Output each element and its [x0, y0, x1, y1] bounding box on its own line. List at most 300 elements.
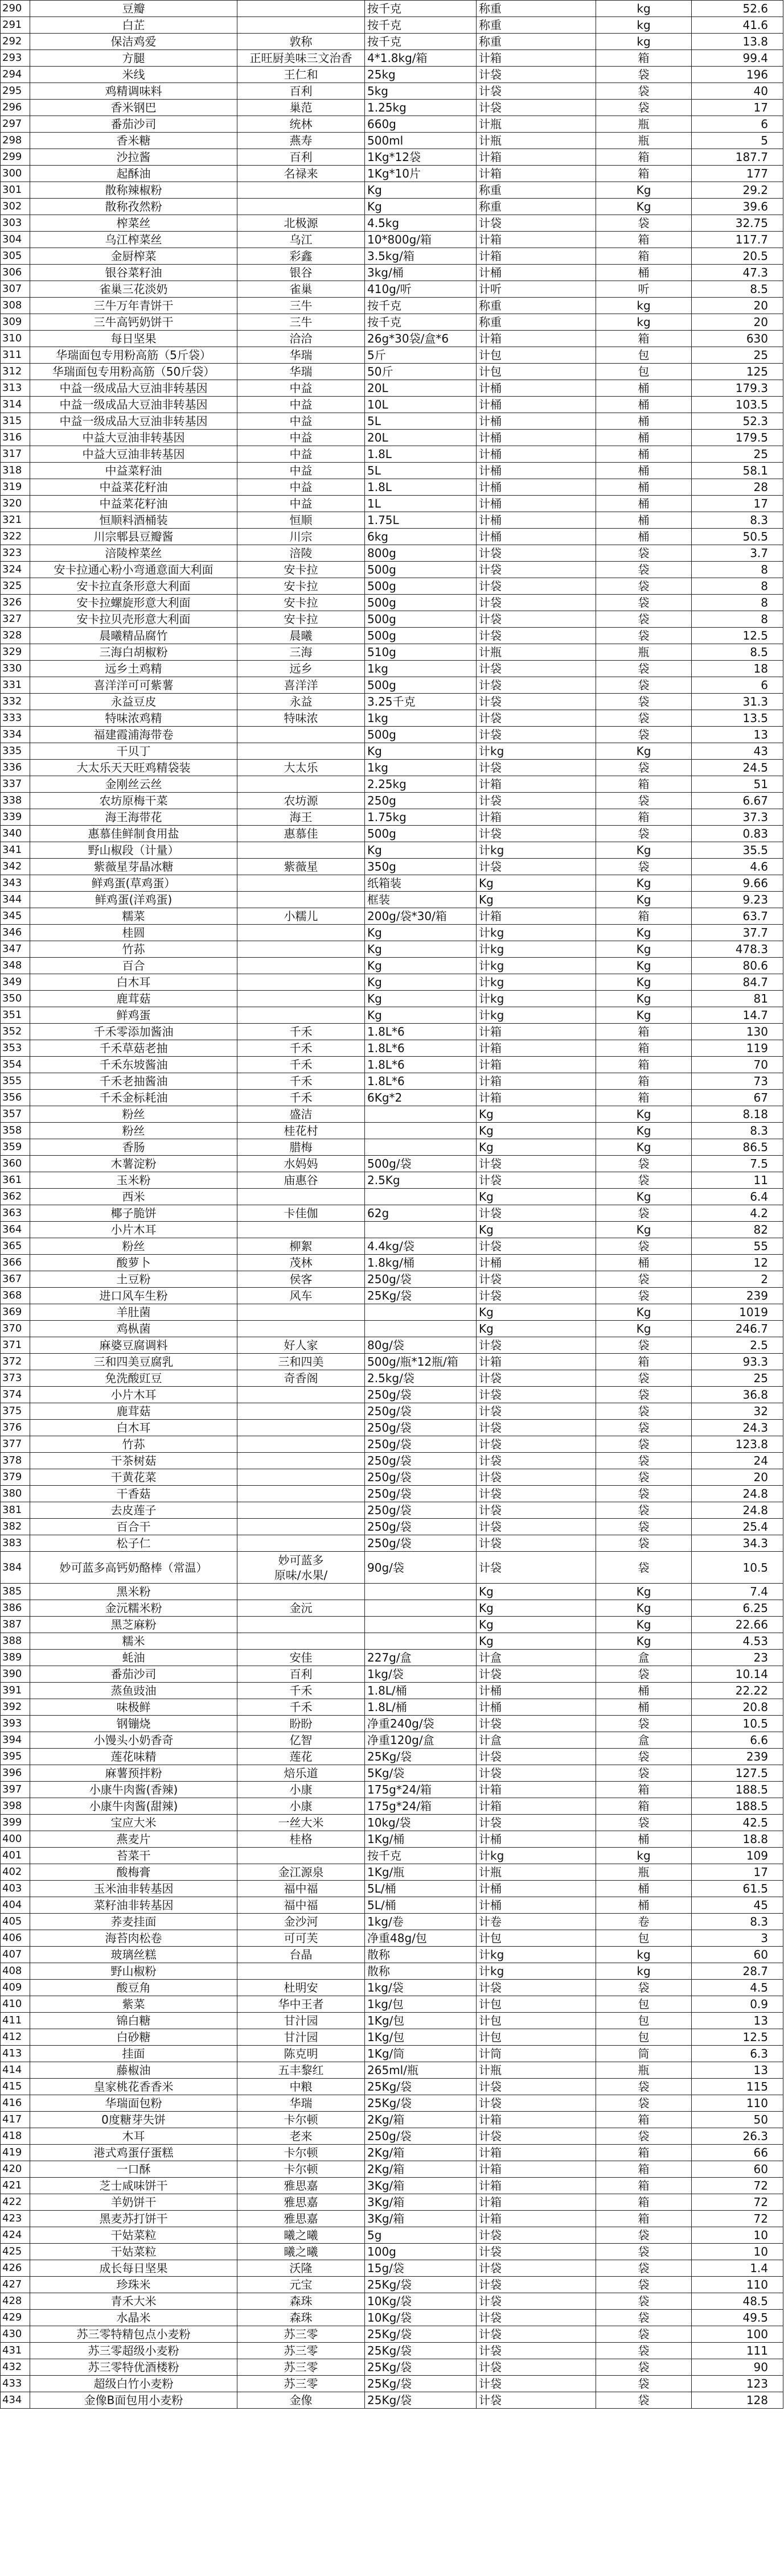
pricing-method-cell: 计桶 [477, 380, 596, 397]
product-name-cell: 芝士咸味饼干 [30, 2178, 237, 2194]
item-number-cell: 402 [1, 1864, 30, 1881]
unit-cell: 袋 [596, 215, 692, 232]
pricing-method-cell: 计袋 [477, 1156, 596, 1172]
product-name-cell: 燕麦片 [30, 1831, 237, 1848]
unit-cell: Kg [596, 1222, 692, 1238]
unit-cell: 包 [596, 2013, 692, 2029]
table-row [1, 1996, 783, 2013]
table-row [1, 2227, 783, 2244]
brand-cell [237, 1584, 365, 1600]
item-number-cell: 361 [1, 1172, 30, 1189]
price-cell: 50.5 [692, 529, 783, 545]
brand-cell: 正旺厨美味三文治香 [237, 50, 365, 67]
item-number-cell: 404 [1, 1897, 30, 1914]
unit-cell: 袋 [596, 1469, 692, 1486]
pricing-method-cell: 计袋 [477, 2260, 596, 2277]
price-cell: 24.8 [692, 1502, 783, 1519]
table-row [1, 694, 783, 710]
brand-cell: 百利 [237, 149, 365, 166]
product-name-cell: 野山椒段（计量） [30, 842, 237, 859]
table-row [1, 2343, 783, 2359]
price-cell: 70 [692, 1057, 783, 1073]
item-number-cell: 355 [1, 1073, 30, 1090]
pricing-method-cell: 计袋 [477, 83, 596, 100]
brand-cell: 敦称 [237, 34, 365, 50]
brand-cell: 特味浓 [237, 710, 365, 727]
price-cell: 81 [692, 991, 783, 1007]
brand-cell [237, 1519, 365, 1535]
price-cell: 25.4 [692, 1519, 783, 1535]
pricing-method-cell: 计kg [477, 1007, 596, 1024]
specification-cell: 500g [365, 628, 477, 644]
item-number-cell: 386 [1, 1600, 30, 1617]
brand-cell: 海王 [237, 809, 365, 826]
table-row [1, 1765, 783, 1782]
brand-cell: 安卡拉 [237, 578, 365, 595]
brand-cell: 卡尔顿 [237, 2112, 365, 2128]
brand-cell: 苏三零 [237, 2359, 365, 2376]
brand-cell: 华瑞 [237, 2095, 365, 2112]
pricing-method-cell: 计袋 [477, 1387, 596, 1403]
product-name-cell: 菜籽油非转基因 [30, 1897, 237, 1914]
specification-cell: 5斤 [365, 347, 477, 364]
brand-cell: 千禾 [237, 1073, 365, 1090]
product-name-cell: 荞麦挂面 [30, 1914, 237, 1930]
specification-cell: 175g*24/箱 [365, 1782, 477, 1798]
pricing-method-cell: Kg [477, 892, 596, 908]
pricing-method-cell: 计袋 [477, 1519, 596, 1535]
item-number-cell: 434 [1, 2392, 30, 2409]
unit-cell: kg [596, 17, 692, 34]
product-name-cell: 米线 [30, 67, 237, 83]
product-name-cell: 玻璃丝糕 [30, 1947, 237, 1963]
specification-cell: 5L [365, 463, 477, 479]
table-row [1, 1519, 783, 1535]
unit-cell: Kg [596, 1584, 692, 1600]
product-name-cell: 粉丝 [30, 1123, 237, 1139]
item-number-cell: 431 [1, 2343, 30, 2359]
price-cell: 8.3 [692, 512, 783, 529]
item-number-cell: 294 [1, 67, 30, 83]
table-row [1, 116, 783, 133]
specification-cell [365, 1304, 477, 1321]
unit-cell: Kg [596, 182, 692, 199]
item-number-cell: 396 [1, 1765, 30, 1782]
product-name-cell: 中益一级成品大豆油非转基因 [30, 413, 237, 430]
item-number-cell: 383 [1, 1535, 30, 1552]
item-number-cell: 328 [1, 628, 30, 644]
table-row [1, 347, 783, 364]
brand-cell [237, 1617, 365, 1633]
specification-cell: 10Kg/袋 [365, 2310, 477, 2326]
specification-cell: 净重120g/盒 [365, 1732, 477, 1749]
product-name-cell: 鲜鸡蛋(洋鸡蛋) [30, 892, 237, 908]
price-cell: 110 [692, 2277, 783, 2293]
price-cell: 52.6 [692, 1, 783, 17]
item-number-cell: 336 [1, 760, 30, 776]
pricing-method-cell: 计袋 [477, 1370, 596, 1387]
pricing-method-cell: 计瓶 [477, 1864, 596, 1881]
item-number-cell: 397 [1, 1782, 30, 1798]
specification-cell: Kg [365, 743, 477, 760]
price-cell: 130 [692, 1024, 783, 1040]
price-cell: 4.53 [692, 1633, 783, 1650]
pricing-method-cell: 计袋 [477, 1666, 596, 1683]
item-number-cell: 340 [1, 826, 30, 842]
table-row [1, 1007, 783, 1024]
price-cell: 188.5 [692, 1798, 783, 1815]
pricing-method-cell: 计袋 [477, 1337, 596, 1354]
price-cell: 20.5 [692, 248, 783, 265]
unit-cell: 袋 [596, 1436, 692, 1453]
item-number-cell: 297 [1, 116, 30, 133]
item-number-cell: 366 [1, 1255, 30, 1271]
price-cell: 61.5 [692, 1881, 783, 1897]
product-name-cell: 中益一级成品大豆油非转基因 [30, 397, 237, 413]
product-name-cell: 晨曦精品腐竹 [30, 628, 237, 644]
specification-cell [365, 1189, 477, 1205]
table-row [1, 2310, 783, 2326]
product-name-cell: 黑米粉 [30, 1584, 237, 1600]
unit-cell: 箱 [596, 2145, 692, 2161]
pricing-method-cell: 计箱 [477, 1798, 596, 1815]
pricing-method-cell: 称重 [477, 34, 596, 50]
pricing-method-cell: 计桶 [477, 479, 596, 496]
unit-cell: Kg [596, 1139, 692, 1156]
product-name-cell: 喜洋洋可可紫薯 [30, 677, 237, 694]
product-name-cell: 黑芝麻粉 [30, 1617, 237, 1633]
unit-cell: 桶 [596, 397, 692, 413]
product-name-cell: 紫菜 [30, 1996, 237, 2013]
table-row [1, 248, 783, 265]
specification-cell: 660g [365, 116, 477, 133]
price-cell: 13.8 [692, 34, 783, 50]
price-cell: 28.7 [692, 1963, 783, 1980]
product-name-cell: 鹿茸菇 [30, 991, 237, 1007]
table-row [1, 2095, 783, 2112]
item-number-cell: 426 [1, 2260, 30, 2277]
pricing-method-cell: 计袋 [477, 1420, 596, 1436]
brand-cell: 千禾 [237, 1090, 365, 1106]
item-number-cell: 390 [1, 1666, 30, 1683]
price-cell: 3.7 [692, 545, 783, 562]
unit-cell: kg [596, 1963, 692, 1980]
brand-cell: 银谷 [237, 265, 365, 281]
item-number-cell: 433 [1, 2376, 30, 2392]
brand-cell [237, 1535, 365, 1552]
table-row [1, 2145, 783, 2161]
pricing-method-cell: Kg [477, 1321, 596, 1337]
unit-cell: 袋 [596, 562, 692, 578]
item-number-cell: 300 [1, 166, 30, 182]
specification-cell: 20L [365, 430, 477, 446]
price-cell: 8 [692, 578, 783, 595]
product-name-cell: 酸豆角 [30, 1980, 237, 1996]
price-cell: 84.7 [692, 974, 783, 991]
unit-cell: 箱 [596, 2161, 692, 2178]
pricing-method-cell: Kg [477, 1633, 596, 1650]
table-row [1, 595, 783, 611]
brand-cell [237, 1552, 365, 1584]
unit-cell: kg [596, 1848, 692, 1864]
brand-cell [237, 1007, 365, 1024]
unit-cell: 箱 [596, 149, 692, 166]
product-name-cell: 锦白糖 [30, 2013, 237, 2029]
pricing-method-cell: Kg [477, 1304, 596, 1321]
specification-cell: 散称 [365, 1947, 477, 1963]
brand-cell: 一丝大米 [237, 1815, 365, 1831]
specification-cell: 5L [365, 413, 477, 430]
brand-cell: 王仁和 [237, 67, 365, 83]
specification-cell: 1Kg/瓶 [365, 1864, 477, 1881]
item-number-cell: 369 [1, 1304, 30, 1321]
table-row [1, 1584, 783, 1600]
specification-cell: 5g [365, 2227, 477, 2244]
price-cell: 0.9 [692, 1996, 783, 2013]
price-cell: 29.2 [692, 182, 783, 199]
product-name-cell: 白砂糖 [30, 2029, 237, 2046]
product-name-cell: 白芷 [30, 17, 237, 34]
price-cell: 50 [692, 2112, 783, 2128]
product-name-cell: 中益菜籽油 [30, 463, 237, 479]
pricing-method-cell: Kg [477, 1189, 596, 1205]
specification-cell: 10Kg/袋 [365, 2293, 477, 2310]
unit-cell: Kg [596, 1633, 692, 1650]
pricing-method-cell: 计袋 [477, 67, 596, 83]
item-number-cell: 349 [1, 974, 30, 991]
specification-cell: 62g [365, 1205, 477, 1222]
brand-cell: 巢范 [237, 100, 365, 116]
unit-cell: 袋 [596, 2310, 692, 2326]
table-row [1, 2178, 783, 2194]
product-name-cell: 千禾草菇老抽 [30, 1040, 237, 1057]
table-row [1, 743, 783, 760]
pricing-method-cell: 计箱 [477, 2178, 596, 2194]
table-row [1, 1666, 783, 1683]
brand-cell: 中益 [237, 397, 365, 413]
unit-cell: 袋 [596, 1765, 692, 1782]
unit-cell: 袋 [596, 2277, 692, 2293]
table-row [1, 2128, 783, 2145]
table-row [1, 265, 783, 281]
unit-cell: 袋 [596, 1370, 692, 1387]
unit-cell: 袋 [596, 611, 692, 628]
table-row [1, 1123, 783, 1139]
product-name-cell: 蚝油 [30, 1650, 237, 1666]
brand-cell: 风车 [237, 1288, 365, 1304]
brand-cell [237, 1189, 365, 1205]
item-number-cell: 293 [1, 50, 30, 67]
table-row [1, 2112, 783, 2128]
item-number-cell: 389 [1, 1650, 30, 1666]
brand-cell: 安卡拉 [237, 562, 365, 578]
item-number-cell: 374 [1, 1387, 30, 1403]
specification-cell: 25Kg/袋 [365, 1749, 477, 1765]
item-number-cell: 375 [1, 1403, 30, 1420]
table-row [1, 1321, 783, 1337]
unit-cell: 箱 [596, 908, 692, 925]
table-row [1, 2194, 783, 2211]
specification-cell: 1.75kg [365, 809, 477, 826]
pricing-method-cell: 计卷 [477, 1914, 596, 1930]
product-name-cell: 竹荪 [30, 1436, 237, 1453]
specification-cell [365, 1139, 477, 1156]
specification-cell: 4*1.8kg/箱 [365, 50, 477, 67]
product-name-cell: 成长每日坚果 [30, 2260, 237, 2277]
unit-cell: Kg [596, 1189, 692, 1205]
item-number-cell: 420 [1, 2161, 30, 2178]
table-row [1, 446, 783, 463]
brand-cell: 统林 [237, 116, 365, 133]
flavour-note: 原味/水果/ [274, 1568, 328, 1582]
unit-cell: 桶 [596, 1881, 692, 1897]
price-cell: 128 [692, 2392, 783, 2409]
product-name-cell: 榨菜丝 [30, 215, 237, 232]
unit-cell: 箱 [596, 1040, 692, 1057]
brand-cell: 金沙河 [237, 1914, 365, 1930]
price-cell: 20 [692, 314, 783, 331]
pricing-method-cell: 计包 [477, 364, 596, 380]
brand-cell: 中粮 [237, 2079, 365, 2095]
unit-cell: 箱 [596, 2194, 692, 2211]
pricing-method-cell: 计袋 [477, 2310, 596, 2326]
product-name-cell: 千禾零添加酱油 [30, 1024, 237, 1040]
brand-cell [237, 1321, 365, 1337]
table-row [1, 1535, 783, 1552]
product-name-cell: 银谷菜籽油 [30, 265, 237, 281]
specification-cell: 3Kg/箱 [365, 2194, 477, 2211]
brand-cell [237, 925, 365, 941]
table-row [1, 859, 783, 875]
brand-cell [237, 727, 365, 743]
brand-cell [237, 842, 365, 859]
specification-cell: 4.4kg/袋 [365, 1238, 477, 1255]
product-name-cell: 干姑菜粒 [30, 2227, 237, 2244]
specification-cell: 350g [365, 859, 477, 875]
unit-cell: 袋 [596, 2293, 692, 2310]
product-name-cell: 桂圆 [30, 925, 237, 941]
pricing-method-cell: 计包 [477, 1930, 596, 1947]
specification-cell: 250g/袋 [365, 1436, 477, 1453]
product-name-cell: 远乡土鸡精 [30, 661, 237, 677]
brand-cell [237, 1502, 365, 1519]
brand-cell [237, 1222, 365, 1238]
specification-cell: 1kg/卷 [365, 1914, 477, 1930]
item-number-cell: 296 [1, 100, 30, 116]
product-name-cell: 小片木耳 [30, 1222, 237, 1238]
pricing-method-cell: 计袋 [477, 1486, 596, 1502]
unit-cell: 袋 [596, 1337, 692, 1354]
unit-cell: Kg [596, 1600, 692, 1617]
item-number-cell: 399 [1, 1815, 30, 1831]
specification-cell: 25Kg/袋 [365, 2079, 477, 2095]
pricing-method-cell: 计桶 [477, 463, 596, 479]
product-name-cell: 干姑菜粒 [30, 2244, 237, 2260]
specification-cell: 250g/袋 [365, 1453, 477, 1469]
pricing-method-cell: 计袋 [477, 2227, 596, 2244]
table-row [1, 364, 783, 380]
specification-cell: 500g [365, 677, 477, 694]
product-name-cell: 藤椒油 [30, 2062, 237, 2079]
table-row [1, 1633, 783, 1650]
price-cell: 123.8 [692, 1436, 783, 1453]
item-number-cell: 326 [1, 595, 30, 611]
unit-cell: 包 [596, 1996, 692, 2013]
specification-cell: 1Kg/包 [365, 2029, 477, 2046]
unit-cell: 桶 [596, 446, 692, 463]
pricing-method-cell: 计袋 [477, 826, 596, 842]
item-number-cell: 339 [1, 809, 30, 826]
item-number-cell: 405 [1, 1914, 30, 1930]
pricing-method-cell: 计桶 [477, 1881, 596, 1897]
brand-cell: 茂林 [237, 1255, 365, 1271]
table-row [1, 512, 783, 529]
product-name-cell: 百合 [30, 958, 237, 974]
pricing-method-cell: 计kg [477, 958, 596, 974]
specification-cell: Kg [365, 842, 477, 859]
specification-cell: 1.8L*6 [365, 1073, 477, 1090]
brand-cell: 曦之曦 [237, 2227, 365, 2244]
brand-cell: 华瑞 [237, 347, 365, 364]
unit-cell: 袋 [596, 1535, 692, 1552]
pricing-method-cell: Kg [477, 875, 596, 892]
price-list-body [1, 1, 783, 2409]
price-cell: 14.7 [692, 1007, 783, 1024]
brand-cell: 农坊源 [237, 793, 365, 809]
unit-cell: 箱 [596, 1057, 692, 1073]
unit-cell: Kg [596, 974, 692, 991]
table-row [1, 1106, 783, 1123]
pricing-method-cell: 计袋 [477, 793, 596, 809]
brand-cell: 森珠 [237, 2310, 365, 2326]
table-row [1, 809, 783, 826]
specification-cell: 800g [365, 545, 477, 562]
specification-cell: 净重240g/袋 [365, 1716, 477, 1732]
table-row [1, 776, 783, 793]
item-number-cell: 313 [1, 380, 30, 397]
unit-cell: 袋 [596, 1172, 692, 1189]
item-number-cell: 408 [1, 1963, 30, 1980]
unit-cell: 袋 [596, 1403, 692, 1420]
unit-cell: 包 [596, 364, 692, 380]
price-cell: 1.4 [692, 2260, 783, 2277]
table-row [1, 1864, 783, 1881]
pricing-method-cell: 称重 [477, 314, 596, 331]
item-number-cell: 422 [1, 2194, 30, 2211]
table-row [1, 2161, 783, 2178]
item-number-cell: 358 [1, 1123, 30, 1139]
unit-cell: 桶 [596, 529, 692, 545]
price-cell: 55 [692, 1238, 783, 1255]
brand-cell: 恒顺 [237, 512, 365, 529]
brand-cell [237, 892, 365, 908]
price-cell: 125 [692, 364, 783, 380]
brand-cell: 乌江 [237, 232, 365, 248]
product-name-cell: 三牛高钙奶饼干 [30, 314, 237, 331]
specification-cell: 25Kg/袋 [365, 1288, 477, 1304]
table-row [1, 166, 783, 182]
unit-cell: 袋 [596, 2376, 692, 2392]
table-row [1, 149, 783, 166]
product-name-cell: 水晶米 [30, 2310, 237, 2326]
brand-cell: 台晶 [237, 1947, 365, 1963]
price-cell: 9.66 [692, 875, 783, 892]
table-row [1, 281, 783, 298]
table-row [1, 1271, 783, 1288]
product-name-cell: 皇家桃花香香米 [30, 2079, 237, 2095]
table-row [1, 1831, 783, 1848]
brand-cell: 千禾 [237, 1683, 365, 1699]
